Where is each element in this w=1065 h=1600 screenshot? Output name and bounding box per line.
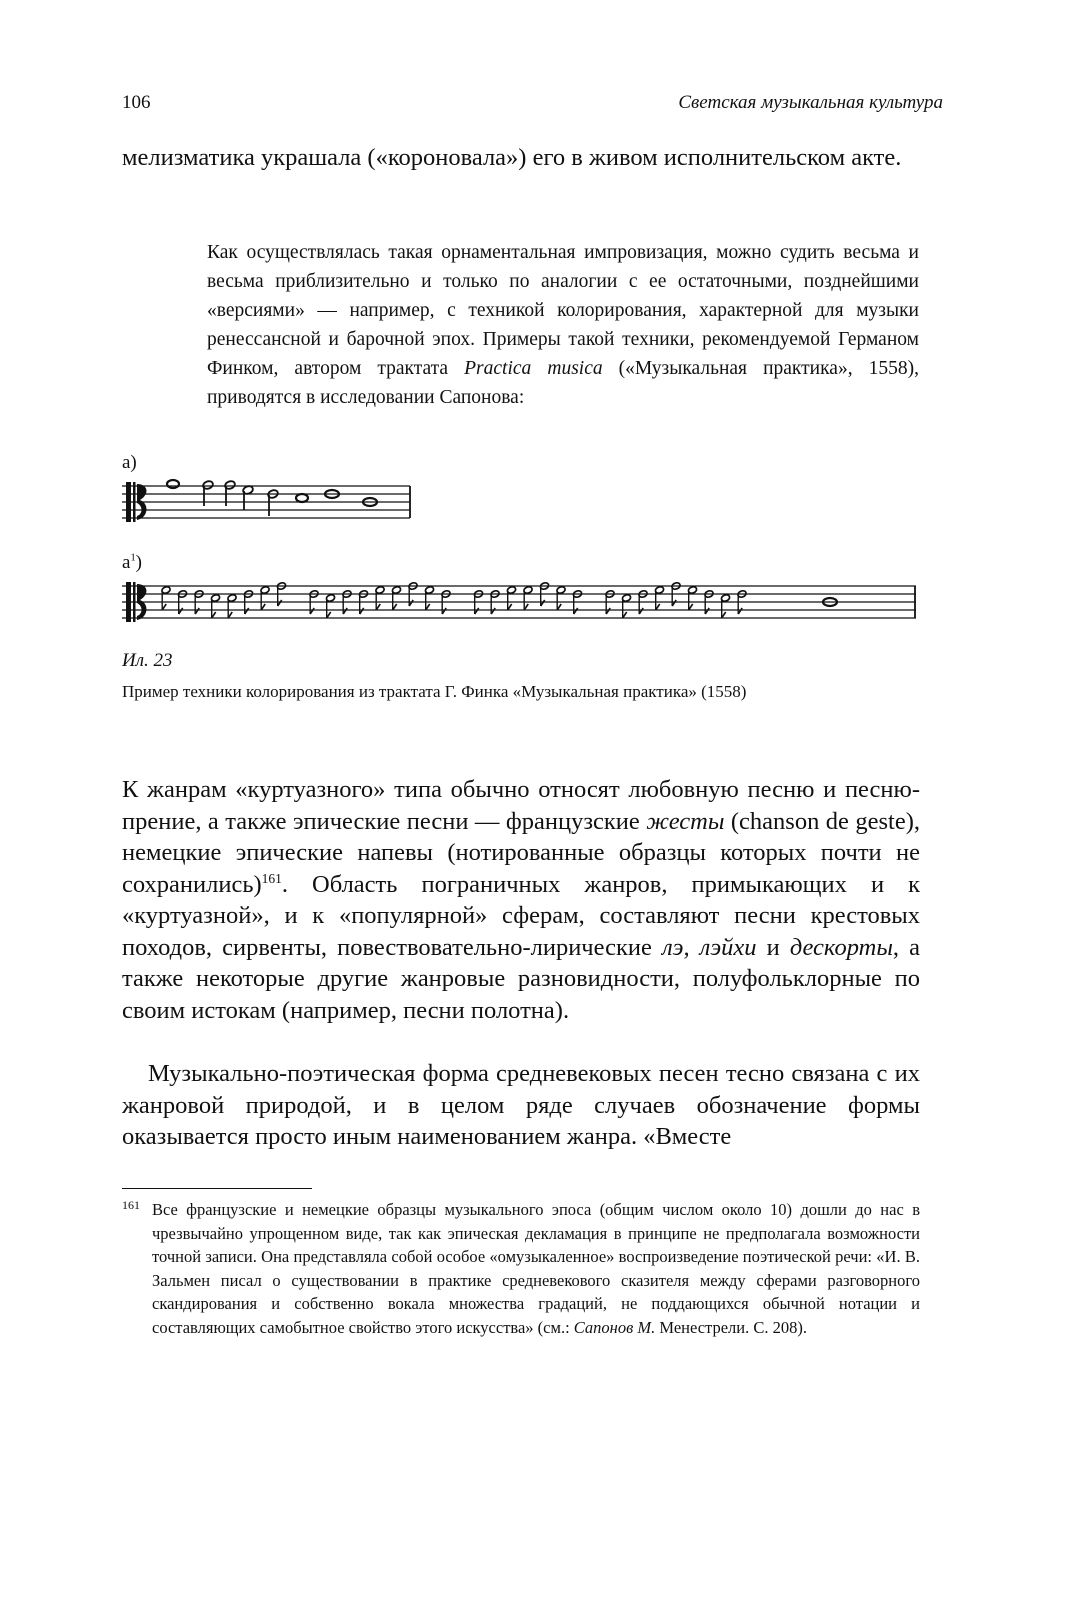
quote-part-1: Как осуществлялась такая орнаментальная импровизация, можно судить весьма и весьма приблизительно и только по аналогии с ее остаточными, позднейшими «версиями» — например, с техникой колорирования, характерной для музыки ренессансной и барочной эпох. Примеры такой техники, рекомендуемой Германом Финком, автором трактата: [207, 242, 919, 379]
figure-caption: Пример техники колорирования из трактата Г. Финка «Музыкальная практика» (1558): [122, 682, 747, 701]
footnote-text: Все французские и немецкие образцы музыкального эпоса (общим числом около 10) дошли до нас в чрезвычайно упрощенном виде, так как эпическая декламация в принципе не предполагала возможности точной записи. Она представляла собой особое «омузыкаленное» воспроизведение поэтической речи: «И. В. Зальмен писал о существовании в практике средневекового сказителя между сферами разговорного скандирования и собственно вокала множества градаций, не поддающихся обычной нотации и составляющих самобытное свойство этого искусства» (см.: Сапонов М. Менестрели. С. 208).: [152, 1200, 920, 1337]
quote-part-2: («Музыкальная практика», 1558), приводятся в исследовании Сапонова:: [207, 358, 920, 408]
treatise-title: Practica musica: [464, 358, 603, 379]
footnote-number: 161: [122, 1198, 140, 1212]
example-a-label: a): [122, 452, 137, 473]
form-paragraph: Музыкально-поэтическая форма средневековых песен тесно связана с их жанровой природой, и в целом ряде случаев обозначение формы оказывается просто иным наименованием жанра. «Вместе: [122, 1060, 920, 1150]
figure-number: Ил. 23: [122, 650, 173, 671]
music-staff-a1: [118, 572, 920, 636]
footnote-ref: 161: [261, 870, 282, 886]
genres-paragraph: К жанрам «куртуазного» типа обычно относят любовную песню и песню-прение, а также эпические песни — французские жесты (chanson de geste), немецкие эпические напевы (нотированные образцы которых почти не сохранились)$^{161}$. Область пограничных жанров, примыкающих и к «куртуазной», и к «популярной» сферам, составляют песни крестовых походов, сирвенты, повествовательно-лирические лэ, лэйхи и дескорты, а также некоторые другие жанровые разновидности, полуфольклорные по своим истокам (например, песни полотна).: [122, 776, 921, 1024]
running-title: Светская музыкальная культура: [678, 92, 943, 113]
music-staff-a: [118, 472, 418, 534]
footnote-rule: [122, 1188, 312, 1189]
example-a1-label: $a^1$): [122, 552, 142, 573]
quotation-block: [207, 238, 919, 412]
ornament-notes: [161, 582, 747, 618]
footnote: [122, 1198, 920, 1339]
running-head: [122, 92, 943, 120]
page-number: 106: [122, 92, 151, 113]
intro-paragraph: мелизматика украшала («короновала») его в живом исполнительском акте.: [122, 144, 902, 171]
